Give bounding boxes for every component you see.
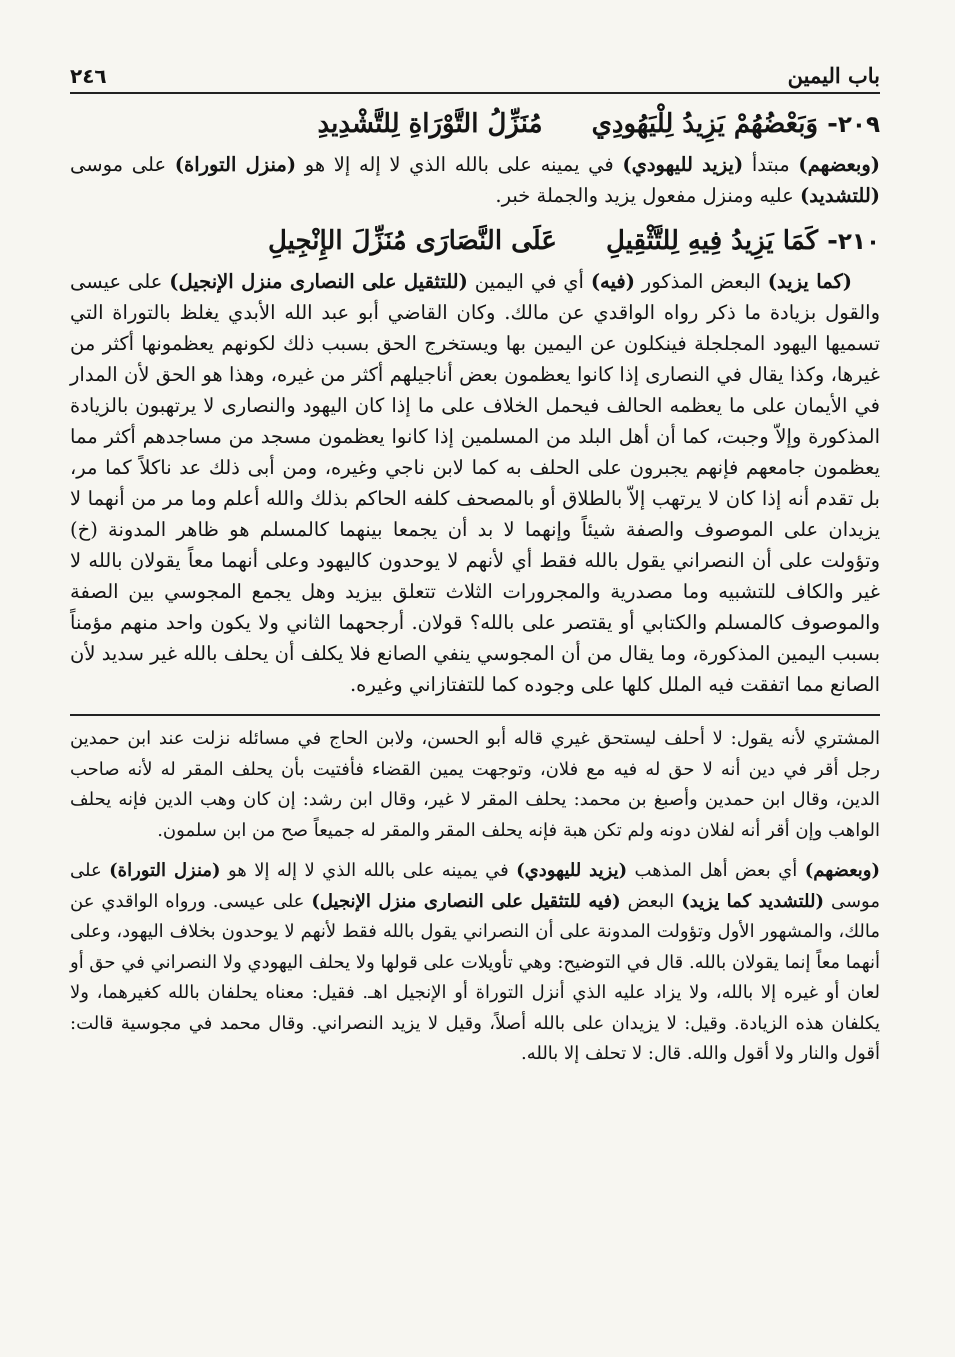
verse-hemistich-first: وَبَعْضُهُمْ يَزِيدُ لِلْيَهُودِي [591,109,819,139]
verse-hemistich-second: مُنَزِّلُ التَّوْرَاةِ لِلتَّشْدِيدِ [317,109,543,139]
commentary-text: أي في اليمين [467,270,591,293]
commentary-paragraph [70,266,880,700]
verse-hemistich-second: عَلَى النَّصَارَى مُنَزِّلَ الإِنْجِيلِ [267,226,557,256]
commentary-text: البعض المذكور [634,270,768,293]
page-header [70,48,880,94]
commentary-term: (للتشديد) [799,184,880,207]
commentary-term: (كما يزيد) [767,270,852,293]
commentary-text: مبتدأ [743,153,799,176]
verse-hemistich-first: كَمَا يَزِيدُ فِيهِ لِلتَّثْقِيلِ [605,226,819,256]
verse-number: ٢١٠ [837,229,880,255]
footnote-text: على عيسى. ورواه الواقدي عن مالك، والمشهور الأول وتؤولت المدونة على أن النصراني يقول بالله فقط لأنهم لا يوحدون بخلاف اليهود، وعلى أنهما معاً إنما يقولان بالله. قال في التوضيح: وهي تأويلات على قولها ولا يحلف اليهودي ولا النصراني في حق أو لعان أو غيره إلا بالله، ولا يزاد عليه الذي أنزل التوراة أو الإنجيل اهـ. فقيل: معناه يحلفان بالله كغيرهما، ولا يكلفان هذه الزيادة. وقيل: لا يزيدان على بالله أصلاً، وقيل لا يزيد النصراني. وقال محمد في مجوسية قالت: أقول والنار ولا أقول والله. قال: لا تحلف إلا بالله. [70,890,880,1064]
commentary-text: في يمينه على بالله الذي لا إله إلا هو [296,153,623,176]
commentary-term: (يزيد لليهودي) [622,153,744,176]
commentary-text: على عيسى والقول بزيادة ما ذكر رواه الواقدي عن مالك. وكان القاضي أبو عبد الله الأبدي يغلظ بالتوراة التي تسميها اليهود المجلجلة فينكلون عن اليمين بها ويستخرج الحق بسبب ذلك لكونهم يعظمونها أكثر من غيرها، وكذا يقال في النصارى إذا كانوا يعظمون بعض أناجيلهم أكثر من غيره، وهذا هو الحق لأن المدار في الأيمان على ما يعظمه الحالف فيحمل الخلاف على ما إذا كان اليهود والنصارى لا يرتهبون بالزيادة المذكورة وإلاّ وجبت، كما أن أهل البلد من المسلمين إذا كانوا يعظمون مسجد من مساجدهم أكثر مما يعظمون جامعهم فإنهم يجبرون على الحلف به كما لابن ناجي وغيره، ومن أبى ذلك عد ناكلاً كما مر، بل تقدم أنه إذا كان لا يرتهب إلاّ بالطلاق أو بالمصحف كلفه الحاكم بذلك والله أعلم وما مر من أنهما لا يزيدان على الموصوف والصفة شيئاً وإنهما لا بد أن يجمعا بينهما كالمسلم هو ظاهر المدونة (خ) وتؤولت على أن النصراني يقول بالله فقط أي لأنهم لا يوحدون كاليهود وعلى أنهما معاً يقولان بالله لا غير والكاف للتشبيه وما مصدرية والمجرورات الثلاث تتعلق بيزيد وهل يجمع المجوسي بين الصفة والموصوف كالمسلم والكتابي أو يقتصر على بالله؟ قولان. أرجحهما الثاني ولا يكون واحد منهم مؤمناً بسبب اليمين المذكورة، وما يقال من أن المجوسي ينفي الصانع فلا يكلف أن يحلف بالله غير سديد لأن الصانع مما اتفقت فيه الملل كلها على وجوده كما للتفتازاني وغيره. [70,270,880,696]
commentary-term: (وبعضهم) [798,153,880,176]
footnote-text: أي بعض أهل المذهب [627,860,805,881]
book-page [70,48,880,1328]
footnote-separator [70,714,880,716]
footnote-paragraph [70,856,880,1070]
footnote-term: (فيه للتثقيل على النصارى منزل الإنجيل) [311,890,621,912]
footnote-term: (يزيد لليهودي) [516,860,628,881]
footnote-text: البعض [620,890,682,912]
footnote-paragraph: المشتري لأنه يقول: لا أحلف ليستحق غيري قاله أبو الحسن، ولابن الحاج في مسائله نزلت عند ابن حمدين رجل أقر في دين أنه لا حق له فيه مع فلان، وتوجهت يمين القضاء فأفتيت بأن يحلف المقر له لأنه صاحب الدين، وقال ابن حمدين وأصبغ بن محمد: يحلف المقر لا غير، وقال ابن رشد: إن كان وهب الدين فإنه يحلف الواهب وإن أقر أنه لفلان دونه ولم تكن هبة فإنه يحلف المقر والمقر له جميعاً صح من ابن سلمون. [70,728,880,841]
verse-210: ٢١٠- كَمَا يَزِيدُ فِيهِ لِلتَّثْقِيلِ عَلَى النَّصَارَى مُنَزِّلَ الإِنْجِيلِ [267,226,880,256]
footnote-text: على موسى [70,860,880,912]
commentary-term: (منزل التوراة) [174,153,297,176]
footnote-term: (منزل التوراة) [109,860,221,881]
commentary-term: (للتثقيل على النصارى منزل الإنجيل) [169,270,468,293]
chapter-title: باب اليمين [787,63,880,88]
footnote-text: في يمينه على بالله الذي لا إله إلا هو [220,860,517,881]
commentary-paragraph [70,149,880,211]
commentary-text: عليه ومنزل مفعول يزيد والجملة خبر. [495,184,800,207]
verse-number: ٢٠٩ [837,112,880,138]
commentary-text: على موسى [70,153,175,176]
footnote-term: (للتشديد كما يزيد) [681,890,824,912]
verse-209: ٢٠٩- وَبَعْضُهُمْ يَزِيدُ لِلْيَهُودِي مُنَزِّلُ التَّوْرَاةِ لِلتَّشْدِيدِ [317,109,880,139]
commentary-term: (فيه) [590,270,635,293]
footnote-term: (وبعضهم) [804,860,881,881]
page-number: ٢٤٦ [70,64,107,88]
